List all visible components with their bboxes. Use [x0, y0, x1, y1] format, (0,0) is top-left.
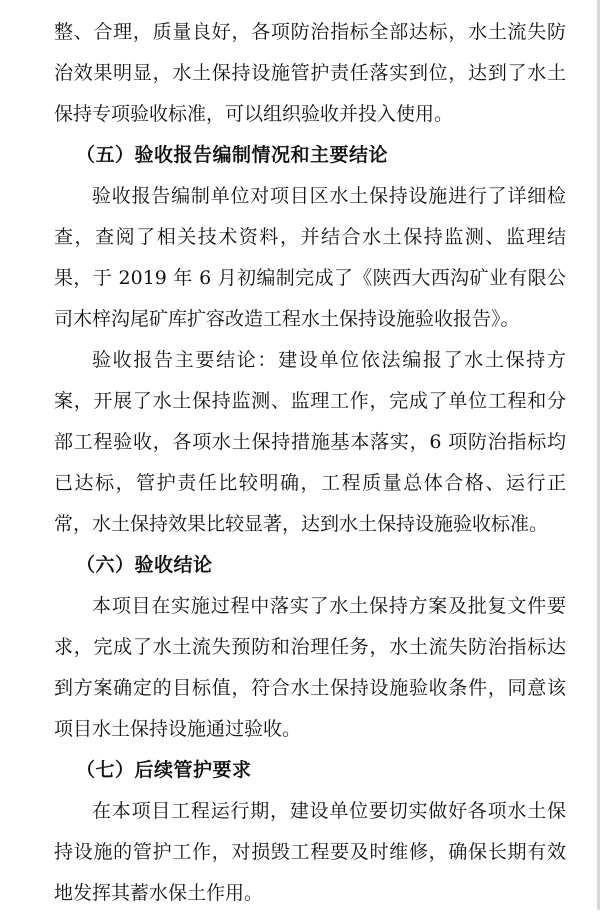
- section-heading-6: （六）验收结论: [76, 554, 213, 576]
- section-heading-7: （七）后续管护要求: [76, 759, 252, 781]
- section-heading-5: （五）验收报告编制情况和主要结论: [76, 144, 389, 166]
- paragraph-report-compilation: 验收报告编制单位对项目区水土保持设施进行了详细检查，查阅了相关技术资料，并结合水土保持监测、监理结果，于 2019 年 6 月初编制完成了《陕西大西沟矿业有限公司木梓沟尾矿库扩容改造工程水土保持设施验收报告》。: [54, 185, 566, 330]
- paragraph-report-conclusion: 验收报告主要结论：建设单位依法编报了水土保持方案，开展了水土保持监测、监理工作，完成了单位工程和分部工程验收，各项水土保持措施基本落实，6 项防治指标均已达标，管护责任比较明确，工程质量总体合格、运行正常，水土保持效果比较显著，达到水土保持设施验收标准。: [54, 349, 566, 535]
- paragraph-maintenance-requirements: 在本项目工程运行期，建设单位要切实做好各项水土保持设施的管护工作，对损毁工程要及时维修，确保长期有效地发挥其蓄水保土作用。: [54, 800, 566, 904]
- paragraph-acceptance-conclusion: 本项目在实施过程中落实了水土保持方案及批复文件要求，完成了水土流失预防和治理任务，水土流失防治指标达到方案确定的目标值，符合水土保持设施验收条件，同意该项目水土保持设施通过验收。: [54, 595, 566, 740]
- paragraph-continuation: 整、合理，质量良好，各项防治指标全部达标，水土流失防治效果明显，水土保持设施管护责任落实到位，达到了水土保持专项验收标准，可以组织验收并投入使用。: [54, 21, 566, 125]
- document-body: [54, 12, 566, 914]
